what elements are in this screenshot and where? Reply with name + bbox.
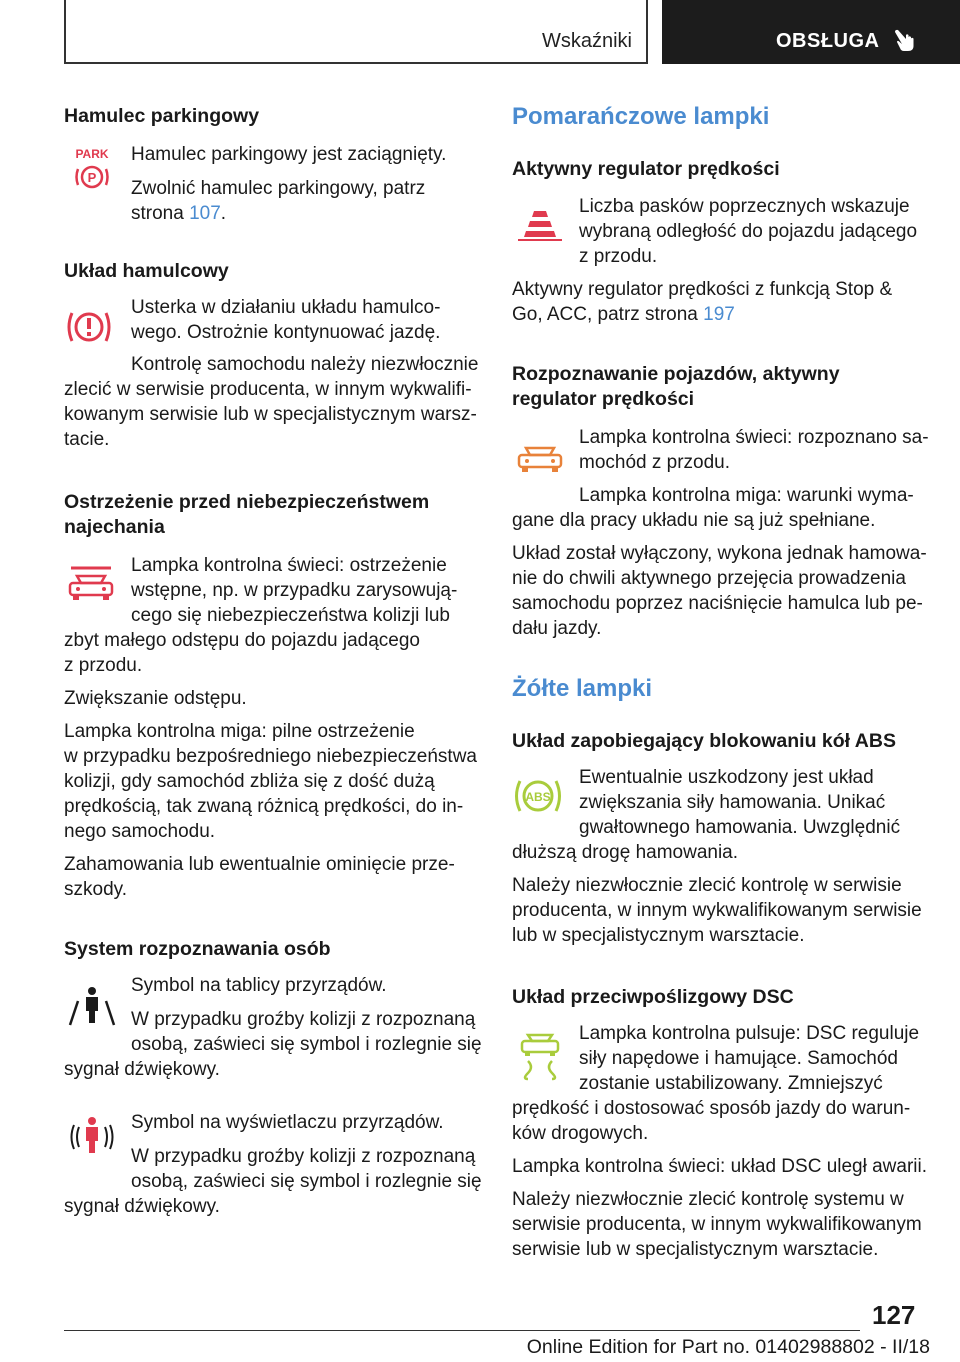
heading-collision-2: najechania — [64, 516, 165, 538]
text-dsc-7: Należy niezwłocznie zlecić kontrolę systemu w — [512, 1189, 904, 1210]
text-vehicle-4: gane dla pracy układu nie są już spełniane. — [512, 510, 876, 531]
section-orange-lamps — [512, 102, 932, 132]
text-abs-6: producenta, w innym wykwalifikowanym serwisie — [512, 900, 922, 921]
text-brake-4: zlecić w serwisie producenta, w innym wykwalifi- — [64, 379, 472, 400]
text-parking-brake-2b-end: . — [220, 203, 227, 224]
section-collision-warning — [64, 490, 484, 902]
abs-warning-icon — [512, 775, 564, 817]
heading-vehicle-2: regulator prędkości — [512, 388, 695, 410]
text-collision-9: kolizji, gdy samochód zbliża się z dość dużą — [64, 771, 435, 792]
text-abs-5: Należy niezwłocznie zlecić kontrolę w serwisie — [512, 875, 902, 896]
heading-abs: Układ zapobiegający blokowaniu kół ABS — [512, 730, 896, 752]
text-collision-13: szkody. — [64, 879, 128, 900]
text-brake-6: tacie. — [64, 429, 110, 450]
text-collision-4: zbyt małego odstępu do pojazdu jadącego — [64, 630, 420, 651]
text-abs-7: lub w specjalistycznym warsztacie. — [512, 925, 805, 946]
section-brake-system — [64, 259, 484, 452]
text-acc-5 — [512, 302, 932, 327]
header-section-label: OBSŁUGA — [776, 30, 880, 52]
pedestrian-sound-icon — [66, 1115, 118, 1157]
text-person-8: sygnał dźwiękowy. — [64, 1196, 220, 1217]
page-link-107[interactable]: 107 — [189, 203, 221, 224]
text-vehicle-8: dału jazdy. — [512, 618, 602, 639]
section-yellow-lamps — [512, 674, 932, 704]
text-dsc-8: serwisie producenta, w innym wykwalifikowanym — [512, 1214, 922, 1235]
text-acc-3: z przodu. — [579, 246, 658, 267]
text-person-7: osobą, zaświeci się symbol i rozlegnie się — [131, 1171, 482, 1192]
text-abs-2: zwiększania siły hamowania. Unikać — [579, 792, 886, 813]
park-icon-text: PARK — [75, 147, 109, 161]
heading-dsc: Układ przeciwpoślizgowy DSC — [512, 986, 794, 1008]
heading-yellow-lamps: Żółte lampki — [512, 675, 653, 702]
page-number: 127 — [872, 1300, 916, 1330]
parking-brake-icon — [72, 146, 112, 194]
text-collision-5: z przodu. — [64, 655, 143, 676]
text-acc-5-text: Go, ACC, patrz strona — [512, 304, 704, 325]
acc-distance-icon — [516, 207, 564, 241]
text-parking-brake-2b-text: strona — [131, 203, 190, 224]
abs-icon-text: ABS — [525, 790, 551, 804]
section-acc — [512, 157, 932, 327]
heading-brake-system: Układ hamulcowy — [64, 260, 229, 282]
text-person-1: Symbol na tablicy przyrządów. — [131, 975, 387, 996]
page-link-197[interactable]: 197 — [703, 304, 735, 325]
text-person-5: Symbol na wyświetlaczu przyrządów. — [131, 1112, 444, 1133]
section-abs — [512, 729, 932, 948]
text-dsc-6: Lampka kontrolna świeci: układ DSC uległ awarii. — [512, 1156, 928, 1177]
text-vehicle-3: Lampka kontrolna miga: warunki wyma- — [579, 485, 914, 506]
text-person-2: W przypadku groźby kolizji z rozpoznaną — [131, 1009, 476, 1030]
heading-orange-lamps: Pomarańczowe lampki — [512, 103, 770, 130]
text-acc-1: Liczba pasków poprzecznych wskazuje — [579, 196, 910, 217]
pedestrian-road-icon — [68, 985, 116, 1029]
text-parking-brake-2b — [64, 201, 484, 226]
footer-divider — [64, 1330, 860, 1331]
text-collision-1: Lampka kontrolna świeci: ostrzeżenie — [131, 555, 447, 576]
text-collision-6: Zwiększanie odstępu. — [64, 688, 247, 709]
header-tab-label: Wskaźniki — [541, 30, 632, 52]
text-dsc-4: prędkość i dostosować sposób jazdy do warun- — [512, 1098, 911, 1119]
text-collision-10: prędkością, tak zwaną różnicą prędkości, do in- — [64, 796, 464, 817]
text-collision-7: Lampka kontrolna miga: pilne ostrzeżenie — [64, 721, 415, 742]
text-collision-11: nego samochodu. — [64, 821, 216, 842]
text-abs-4: dłuższą drogę hamowania. — [512, 842, 739, 863]
car-detected-icon — [516, 438, 564, 476]
text-parking-brake-1: Hamulec parkingowy jest zaciągnięty. — [131, 144, 447, 165]
text-abs-1: Ewentualnie uszkodzony jest układ — [579, 767, 874, 788]
section-vehicle-detection — [512, 362, 932, 641]
text-person-4: sygnał dźwiękowy. — [64, 1059, 220, 1080]
heading-parking-brake: Hamulec parkingowy — [64, 105, 260, 127]
text-collision-8: w przypadku bezpośredniego niebezpieczeństwa — [64, 746, 477, 767]
text-person-3: osobą, zaświeci się symbol i rozlegnie się — [131, 1034, 482, 1055]
text-brake-3: Kontrolę samochodu należy niezwłocznie — [131, 354, 479, 375]
pointing-hand-icon — [892, 26, 920, 54]
text-vehicle-6: nie do chwili aktywnego przejęcia prowadzenia — [512, 568, 906, 589]
text-vehicle-7: samochodu poprzez naciśnięcie hamulca lub pe- — [512, 593, 923, 614]
text-parking-brake-2a: Zwolnić hamulec parkingowy, patrz — [131, 178, 426, 199]
heading-vehicle-1: Rozpoznawanie pojazdów, aktywny — [512, 363, 840, 385]
text-acc-2: wybraną odległość do pojazdu jadącego — [579, 221, 918, 242]
dsc-skid-icon — [518, 1029, 562, 1081]
text-acc-4: Aktywny regulator prędkości z funkcją Stop & — [512, 279, 893, 300]
header-section — [662, 0, 960, 64]
text-dsc-1: Lampka kontrolna pulsuje: DSC reguluje — [579, 1023, 920, 1044]
text-collision-3: cego się niebezpieczeństwa kolizji lub — [131, 605, 450, 626]
text-dsc-2: siły napędowe i hamujące. Samochód — [579, 1048, 898, 1069]
text-vehicle-2: mochód z przodu. — [579, 452, 731, 473]
footer-edition: Online Edition for Part no. 01402988802 - II/18 — [526, 1336, 930, 1358]
heading-collision-1: Ostrzeżenie przed niebezpieczeństwem — [64, 491, 430, 513]
section-dsc — [512, 985, 932, 1262]
section-parking-brake — [64, 104, 484, 226]
svg-text:P: P — [87, 170, 97, 185]
text-brake-1: Usterka w działaniu układu hamulco- — [131, 297, 441, 318]
text-brake-2: wego. Ostrożnie kontynuować jazdę. — [131, 322, 441, 343]
text-brake-5: kowanym serwisie lub w specjalistycznym warsz- — [64, 404, 477, 425]
heading-person-detection: System rozpoznawania osób — [64, 938, 331, 960]
header-tab — [64, 0, 648, 64]
text-collision-2: wstępne, np. w przypadku zarysowują- — [131, 580, 458, 601]
text-person-6: W przypadku groźby kolizji z rozpoznaną — [131, 1146, 476, 1167]
text-dsc-5: ków drogowych. — [512, 1123, 649, 1144]
car-warning-icon — [67, 566, 115, 604]
text-collision-12: Zahamowania lub ewentualnie ominięcie prze- — [64, 854, 455, 875]
section-person-detection — [64, 937, 484, 1219]
text-dsc-3: zostanie ustabilizowany. Zmniejszyć — [579, 1073, 883, 1094]
text-vehicle-5: Układ został wyłączony, wykona jednak hamowa- — [512, 543, 927, 564]
text-dsc-9: serwisie lub w specjalistycznym warsztacie. — [512, 1239, 879, 1260]
text-vehicle-1: Lampka kontrolna świeci: rozpoznano sa- — [579, 427, 929, 448]
brake-warning-icon — [65, 307, 113, 347]
heading-acc: Aktywny regulator prędkości — [512, 158, 780, 180]
text-abs-3: gwałtownego hamowania. Uwzględnić — [579, 817, 901, 838]
